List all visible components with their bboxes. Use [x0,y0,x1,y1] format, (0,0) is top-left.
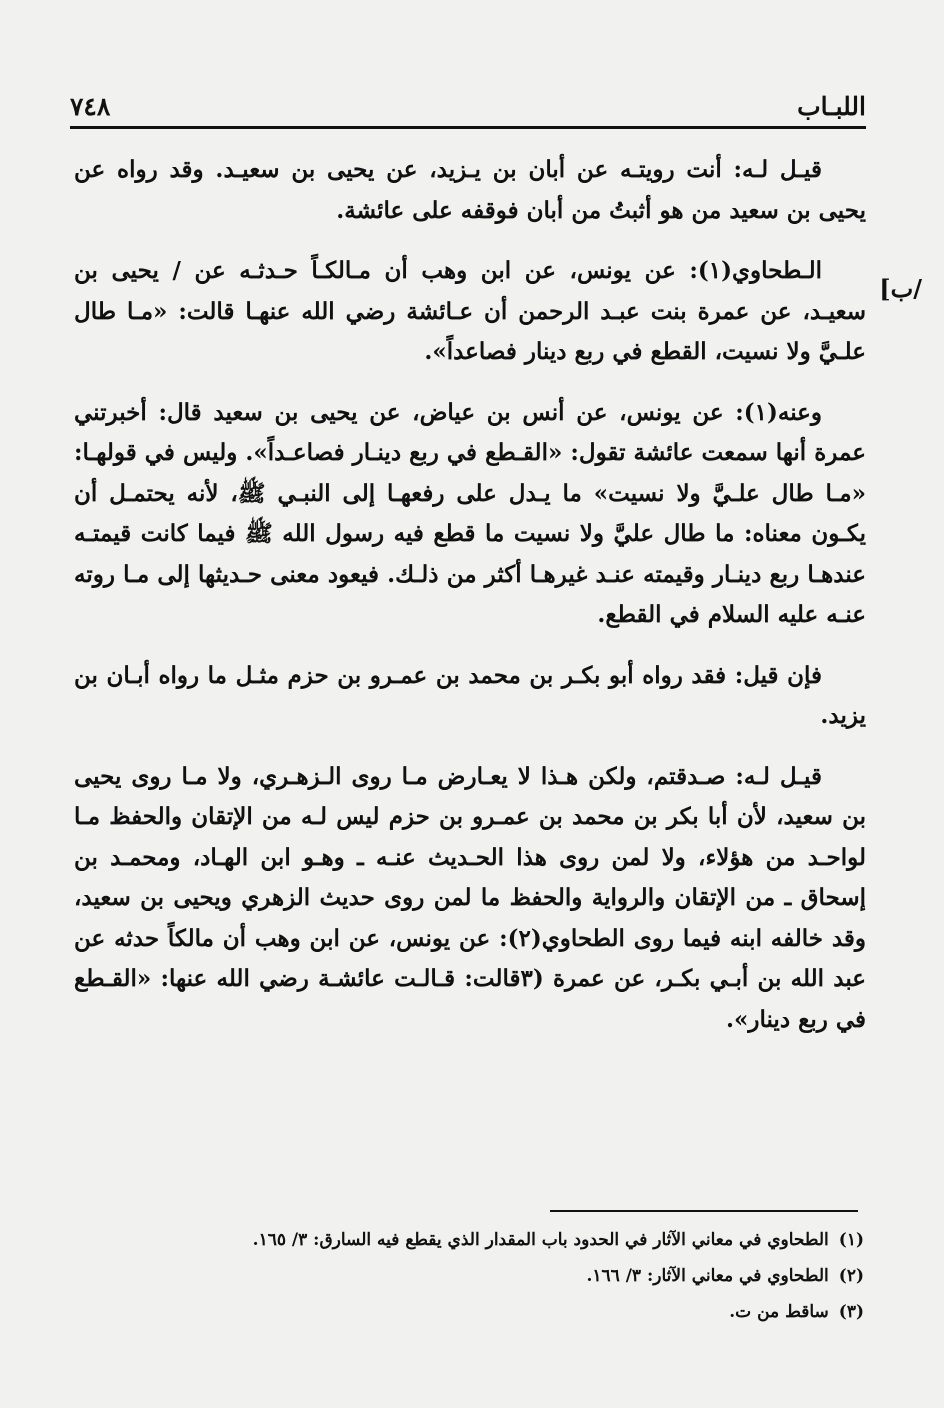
footnotes [150,1222,864,1330]
footnote-text: ساقط من ت. [729,1302,829,1322]
margin-note: /ب] [879,274,922,303]
footnote [150,1258,864,1294]
footnote-number: (٣) [838,1302,864,1322]
footnote-number: (١) [838,1230,864,1250]
page-header [70,86,866,129]
footnote-text: الطحاوي في معاني الآثار: ٣/ ١٦٦. [586,1266,829,1286]
paragraph: قيـل لـه: أنت رويتـه عن أبان بن يـزيد، عن يحيى بن سعيـد. وقد رواه عن يحيى بن سعيد من هو أثبتُ من أبان فوقفه على عائشة. [74,156,866,224]
paragraph: فإن قيل: فقد رواه أبو بكـر بن محمد بن عمـرو بن حزم مثـل ما رواه أبـان بن يزيد. [74,661,866,729]
footnote-text: الطحاوي في معاني الآثار في الحدود باب المقدار الذي يقطع فيه السارق: ٣/ ١٦٥. [252,1230,829,1250]
footnote-divider [550,1210,858,1212]
footnote [150,1294,864,1330]
footnote-number: (٢) [838,1266,864,1286]
footnote [150,1222,864,1258]
book-title: اللبـاب [797,91,866,121]
paragraph: الـطحاوي(١): عن يونس، عن ابن وهب أن مـالكـاً حـدثـه عن / يحيى بن سعيـد، عن عمرة بنت عبـد الرحمن أن عـائشة رضي الله عنهـا قالت: «مـا طال علـيَّ ولا نسيت، القطع في ربع دينار فصاعداً». [74,257,866,365]
page-number: ٧٤٨ [70,91,111,121]
main-text [74,150,866,1040]
paragraph: قيـل لـه: صـدقتم، ولكن هـذا لا يعـارض مـا روى الـزهـري، ولا مـا روى يحيى بن سعيد، لأن أبا بكر بن محمد بن عمـرو بن حزم ليس لـه من الإتقان والحفظ مـا لواحـد من هؤلاء، ولا لمن روى هذا الحـديث عنـه ـ وهـو ابن الهـاد، ومحمـد بن إسحاق ـ من الإتقان والرواية والحفظ ما لمن روى حديث الزهري ويحيى بن سعيد، وقد خالفه ابنه فيما روى الطحاوي(٢): عن يونس، عن ابن وهب أن مالكاً حدثه عن عبد الله بن أبـي بكـر، عن عمرة (٣قالت: قـالـت عائشـة رضي الله عنها: «القـطع في ربع دينار». [74,762,866,1033]
paragraph: وعنه(١): عن يونس، عن أنس بن عياض، عن يحيى بن سعيد قال: أخبرتني عمرة أنها سمعت عائشة تقول: «القـطع في ربع دينـار فصاعـداً». وليس في قولهـا: «مـا طال علـيَّ ولا نسيت» ما يـدل على رفعهـا إلى النبـي ﷺ، لأنه يحتمـل أن يكـون معناه: ما طال عليَّ ولا نسيت ما قطع فيه رسول الله ﷺ فيما كانت قيمتـه عندهـا ربع دينـار وقيمته عنـد غيرهـا أكثر من ذلـك. فيعود معنى حـديثها إلى مـا روته عنـه عليه السلام في القطع. [74,398,866,628]
